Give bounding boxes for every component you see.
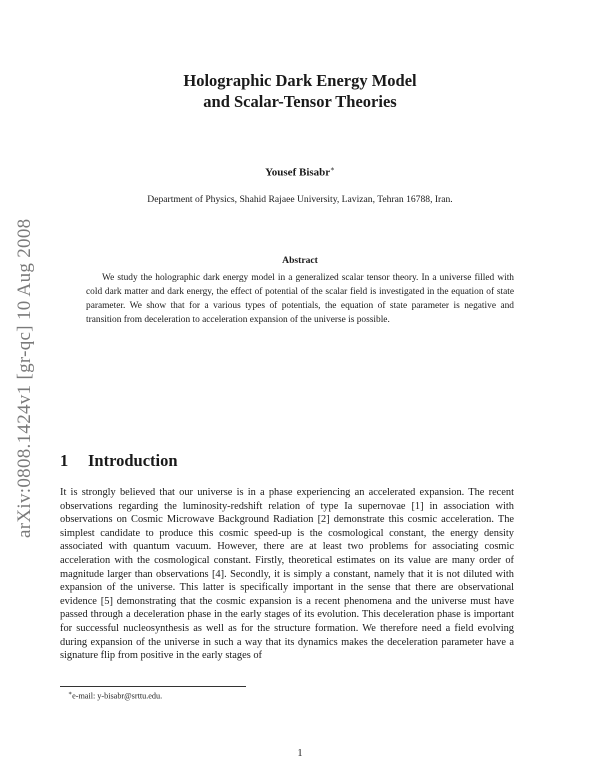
footnote-rule [60, 686, 246, 687]
author [60, 165, 540, 179]
title-line-2: and Scalar-Tensor Theories [203, 92, 397, 111]
section-title: Introduction [88, 451, 178, 470]
intro-paragraph: It is strongly believed that our universe is in a phase experiencing an accelerated expansion. The recent observations regarding the luminosity-redshift relation of type Ia supernovae [1] in association with observations on Cosmic Microwave Background Radiation [2] demonstrate this cosmic acceleration. The simplest candidate to produce this cosmic speed-up is the cosmological constant, the energy density associated with quantum vacuum. However, there are at least two problems for associating cosmic acceleration with the cosmological constant. Firstly, theoretical estimates on its value are many order of magnitude larger than observations [4]. Secondly, it is simply a constant, namely that it is not diluted with expansion of the universe. This latter is specifically important in the sense that there are observational evidence [5] demonstrating that the cosmic expansion is a recent phenomena and the universe must have passed through a deceleration phase in the early stages of its evolution. This deceleration phase is important for successful nucleosynthesis as well as for the structure formation. We therefore need a field evolving during expansion of the universe in such a way that its dynamics makes the deceleration parameter have a signature flip from positive in the early stages of [60, 487, 514, 662]
title-line-1: Holographic Dark Energy Model [183, 71, 417, 90]
arxiv-stamp: arXiv:0808.1424v1 [gr-qc] 10 Aug 2008 [14, 218, 35, 538]
section-heading [60, 451, 178, 471]
affiliation: Department of Physics, Shahid Rajaee University, Lavizan, Tehran 16788, Iran. [147, 194, 453, 205]
paper-title [60, 70, 540, 112]
page-number: 1 [297, 748, 303, 759]
abstract-body: We study the holographic dark energy model in a generalized scalar tensor theory. In a universe filled with cold dark matter and dark energy, the effect of potential of the scalar field is investigated in the equation of state parameter. We show that for a various types of potentials, the equation of state parameter is negative and transition from deceleration to acceleration expansion of the universe is possible. [86, 273, 514, 325]
author-name: Yousef Bisabr [265, 166, 331, 179]
footnote-mark: ∗ [68, 691, 73, 697]
footnote [68, 690, 162, 701]
footnote-text: e-mail: y-bisabr@srttu.edu. [72, 691, 163, 701]
author-footnote-mark: ∗ [330, 165, 335, 173]
abstract-heading: Abstract [282, 255, 318, 266]
section-number: 1 [60, 451, 69, 470]
